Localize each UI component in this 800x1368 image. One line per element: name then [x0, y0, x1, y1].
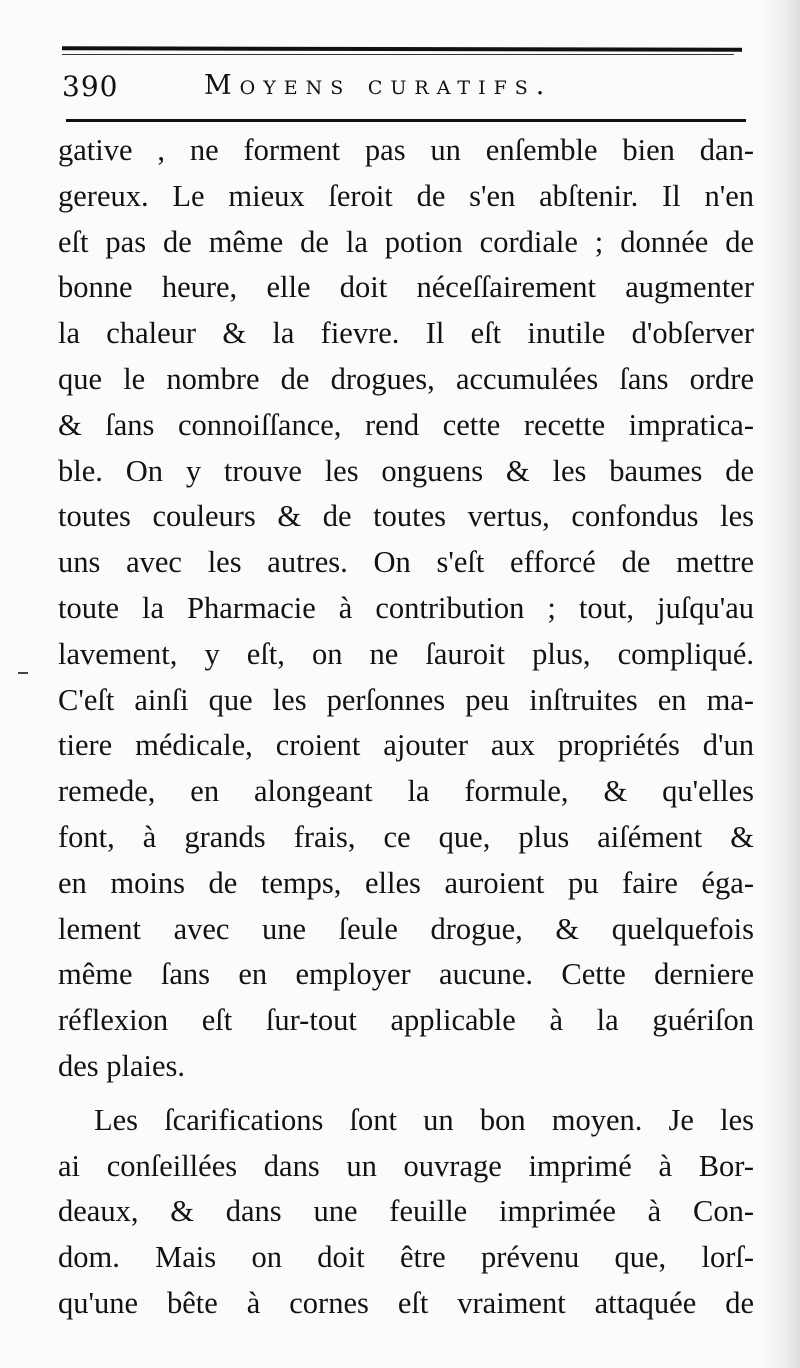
header-top-thin-rule	[62, 54, 734, 55]
text-line: uns avec les autres. On s'eſt efforcé de mettre	[58, 545, 754, 580]
page-number: 390	[62, 70, 119, 103]
text-line: font, à grands frais, ce que, plus aiſément &	[58, 819, 754, 854]
text-line: eſt pas de même de la potion cordiale ; donnée de	[58, 224, 754, 259]
running-header	[60, 62, 760, 112]
header-bottom-rule	[66, 119, 746, 122]
text-line: ble. On y trouve les onguens & les baumes de	[58, 453, 754, 488]
text-line: dom. Mais on doit être prévenu que, lorſ-	[58, 1240, 754, 1275]
text-line: que le nombre de drogues, accumulées ſans ordre	[58, 361, 754, 396]
text-line: lement avec une ſeule drogue, & quelquefois	[58, 911, 754, 946]
text-line: toutes couleurs & de toutes vertus, confondus les	[58, 499, 754, 534]
text-line: lavement, y eſt, on ne ſauroit plus, compliqué.	[58, 636, 754, 671]
body-text	[58, 128, 754, 1327]
text-line: & ſans connoiſſance, rend cette recette impratica-	[58, 407, 754, 442]
text-line: qu'une bête à cornes eſt vraiment attaquée de	[58, 1285, 754, 1320]
header-top-rule	[62, 46, 742, 51]
text-line: Les ſcarifications ſont un bon moyen. Je les	[94, 1102, 754, 1137]
margin-mark	[18, 672, 28, 674]
page-edge-shadow	[762, 0, 800, 1368]
text-line: tiere médicale, croient ajouter aux propriétés d'un	[58, 728, 754, 763]
paragraph	[58, 128, 754, 1090]
text-line: même ſans en employer aucune. Cette derniere	[58, 957, 754, 992]
paragraph-gap	[58, 1090, 754, 1098]
text-line: des plaies.	[58, 1048, 186, 1083]
text-line: gereux. Le mieux ſeroit de s'en abſtenir. Il n'en	[58, 178, 754, 213]
text-line: la chaleur & la fievre. Il eſt inutile d'obſerver	[58, 316, 754, 351]
text-line: en moins de temps, elles auroient pu faire éga-	[58, 865, 754, 900]
text-line: remede, en alongeant la formule, & qu'elles	[58, 774, 754, 809]
paragraph	[58, 1098, 754, 1327]
text-line: bonne heure, elle doit néceſſairement augmenter	[58, 270, 754, 305]
text-line: réflexion eſt ſur-tout applicable à la guériſon	[58, 1003, 754, 1038]
text-line: ai conſeillées dans un ouvrage imprimé à Bor-	[58, 1148, 754, 1183]
text-line: toute la Pharmacie à contribution ; tout, juſqu'au	[58, 590, 754, 625]
running-title: Moyens curatifs.	[204, 70, 553, 101]
text-line: C'eſt ainſi que les perſonnes peu inſtruites en ma-	[58, 682, 754, 717]
text-line: deaux, & dans une feuille imprimée à Con-	[58, 1194, 754, 1229]
text-line: gative , ne forment pas un enſemble bien dan-	[58, 133, 754, 167]
